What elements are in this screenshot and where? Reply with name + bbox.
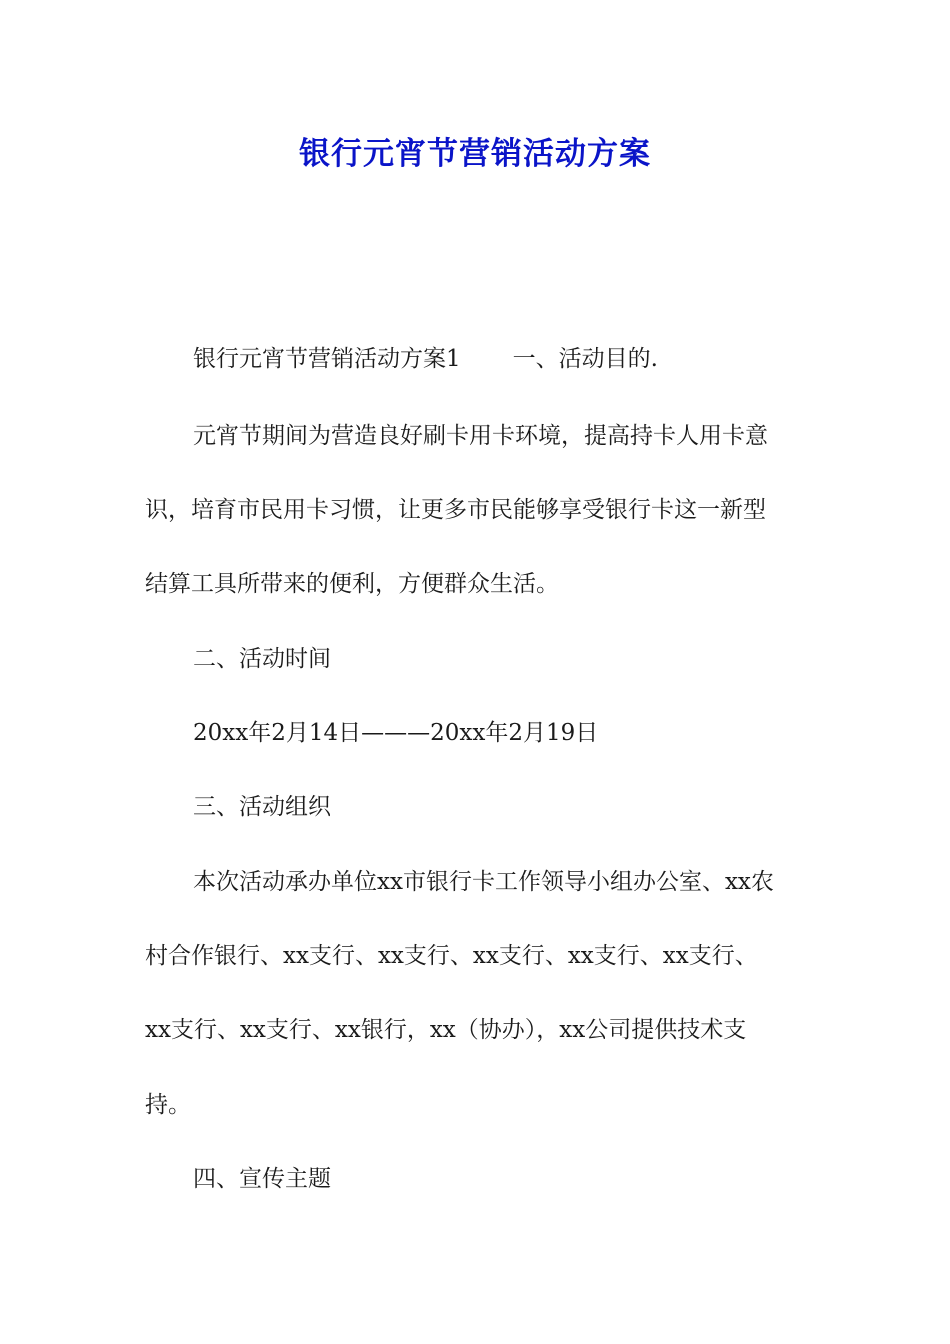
document-title: 银行元宵节营销活动方案: [299, 136, 651, 172]
section-heading: 三、活动组织: [193, 794, 331, 820]
paragraph-line: 本次活动承办单位xx市银行卡工作领导小组办公室、xx农: [193, 869, 774, 895]
heading-line: [193, 341, 658, 377]
section-heading: 二、活动时间: [193, 646, 331, 672]
purpose-heading: 一、活动目的.: [512, 346, 658, 372]
paragraph-line: 元宵节期间为营造良好刷卡用卡环境，提高持卡人用卡意: [193, 423, 768, 449]
paragraph-line: 结算工具所带来的便利，方便群众生活。: [145, 571, 559, 597]
section-heading: 四、宣传主题: [193, 1166, 331, 1192]
paragraph-line: 持。: [145, 1092, 191, 1118]
paragraph-line: xx支行、xx支行、xx银行，xx（协办），xx公司提供技术支: [145, 1017, 747, 1043]
plan-heading: 银行元宵节营销活动方案1: [193, 346, 461, 372]
time-range-text: 20xx年2月14日———20xx年2月19日: [193, 720, 599, 746]
paragraph-line: 识，培育市民用卡习惯，让更多市民能够享受银行卡这一新型: [145, 497, 766, 523]
paragraph-line: 村合作银行、xx支行、xx支行、xx支行、xx支行、xx支行、: [145, 943, 758, 969]
